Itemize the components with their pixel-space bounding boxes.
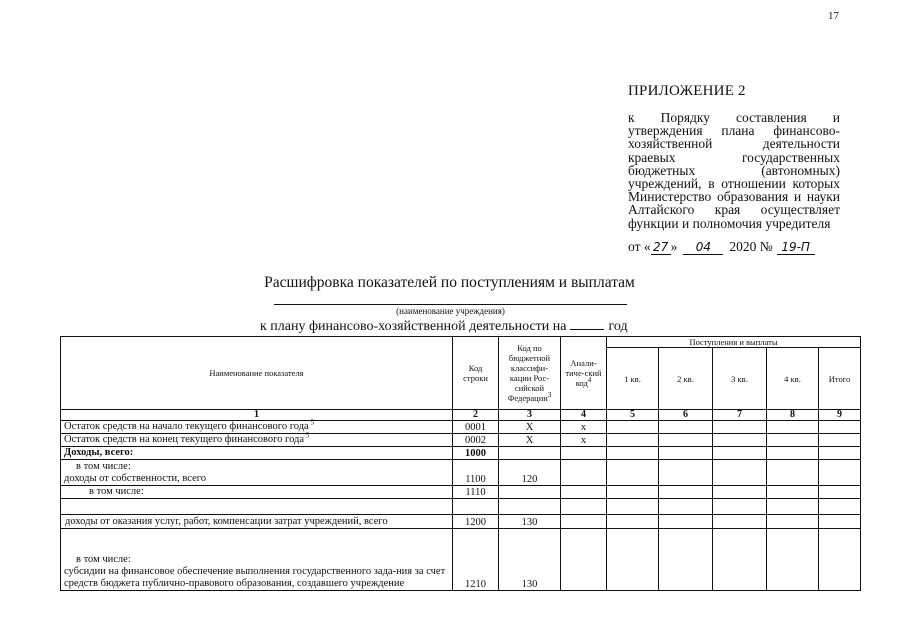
year-blank (570, 329, 604, 330)
amount-cell (659, 460, 713, 486)
amount-cell (819, 499, 861, 515)
amount-cell (713, 529, 767, 591)
amount-cell (659, 529, 713, 591)
row-budget-code (499, 447, 561, 460)
indicators-table (60, 336, 861, 591)
column-numbers-row (61, 410, 861, 421)
row-budget-code: 130 (499, 529, 561, 591)
row-name: в том числе: (61, 486, 453, 499)
header-total: Итого (819, 348, 861, 410)
row-code: 1210 (453, 529, 499, 591)
row-analytic-code (561, 499, 607, 515)
amount-cell (607, 447, 659, 460)
row-code: 0001 (453, 421, 499, 434)
row-budget-code (499, 486, 561, 499)
row-analytic-code (561, 529, 607, 591)
institution-caption: (наименование учреждения) (396, 306, 505, 316)
amount-cell (607, 421, 659, 434)
table-row (61, 486, 861, 499)
date-day: 27 (651, 240, 671, 255)
row-name: в том числе: субсидии на финансовое обеспечение выполнения государственного зада-ния за счет средств бюджета публично-правового образования, создавшего учреждение (61, 529, 453, 591)
header-name: Наименование показателя (61, 337, 453, 410)
date-mid: » (670, 239, 678, 254)
row-budget-code: Х (499, 434, 561, 447)
amount-cell (607, 499, 659, 515)
institution-name-line (274, 304, 627, 305)
amount-cell (713, 434, 767, 447)
appendix-text: к Порядку составления и утверждения плана финансово-хозяйственной деятельности краевых государственных бюджетных (автономных) учреждений, в отношении которых Министерство образования и науки Алтайского края осуществляет функции и полномочия учредителя (628, 110, 840, 231)
header-budget-code: Код по бюджетной классифи-кации Рос-сийской Федерации$^3$ (499, 337, 561, 410)
amount-cell (713, 486, 767, 499)
amount-cell (659, 499, 713, 515)
table-row (61, 434, 861, 447)
amount-cell (767, 447, 819, 460)
table-row (61, 421, 861, 434)
row-name: Доходы, всего: (61, 447, 453, 460)
row-code: 0002 (453, 434, 499, 447)
appendix-date (628, 239, 815, 255)
row-analytic-code (561, 460, 607, 486)
document-title: Расшифровка показателей по поступлениям и выплатам (264, 274, 635, 291)
row-code: 1100 (453, 460, 499, 486)
table-row (61, 460, 861, 486)
date-prefix: от « (628, 239, 651, 254)
amount-cell (713, 421, 767, 434)
amount-cell (659, 515, 713, 529)
amount-cell (713, 515, 767, 529)
row-code: 1000 (453, 447, 499, 460)
row-analytic-code: х (561, 421, 607, 434)
amount-cell (819, 529, 861, 591)
column-number: 9 (819, 410, 861, 421)
amount-cell (607, 515, 659, 529)
column-number: 8 (767, 410, 819, 421)
row-code (453, 499, 499, 515)
amount-cell (819, 421, 861, 434)
row-name: Остаток средств на начало текущего финансового года $^5$ (61, 421, 453, 434)
amount-cell (659, 486, 713, 499)
page-number: 17 (828, 10, 839, 22)
header-code: Код строки (453, 337, 499, 410)
amount-cell (767, 499, 819, 515)
amount-cell (713, 460, 767, 486)
header-receipts-payments: Поступления и выплаты (607, 337, 861, 348)
row-code: 1110 (453, 486, 499, 499)
row-budget-code: 130 (499, 515, 561, 529)
amount-cell (607, 434, 659, 447)
row-budget-code (499, 499, 561, 515)
header-q1: 1 кв. (607, 348, 659, 410)
amount-cell (767, 529, 819, 591)
row-name: в том числе: доходы от собственности, всего (61, 460, 453, 486)
amount-cell (713, 447, 767, 460)
amount-cell (659, 447, 713, 460)
row-analytic-code: х (561, 434, 607, 447)
row-name (61, 499, 453, 515)
header-q4: 4 кв. (767, 348, 819, 410)
appendix-title: ПРИЛОЖЕНИЕ 2 (628, 83, 746, 99)
amount-cell (659, 434, 713, 447)
amount-cell (659, 421, 713, 434)
amount-cell (819, 434, 861, 447)
column-number: 5 (607, 410, 659, 421)
row-name: доходы от оказания услуг, работ, компенсации затрат учреждений, всего (61, 515, 453, 529)
header-q3: 3 кв. (713, 348, 767, 410)
row-code: 1200 (453, 515, 499, 529)
table-row (61, 515, 861, 529)
amount-cell (767, 421, 819, 434)
row-analytic-code (561, 486, 607, 499)
amount-cell (767, 515, 819, 529)
amount-cell (819, 447, 861, 460)
amount-cell (607, 486, 659, 499)
amount-cell (767, 460, 819, 486)
row-budget-code: 120 (499, 460, 561, 486)
amount-cell (607, 529, 659, 591)
amount-cell (819, 486, 861, 499)
plan-line (260, 319, 628, 335)
header-analytic-code: Анали-тиче-ский код$^4$ (561, 337, 607, 410)
plan-line-prefix: к плану финансово-хозяйственной деятельности на (260, 319, 567, 334)
date-number: 19-П (777, 240, 815, 255)
row-analytic-code (561, 515, 607, 529)
header-q2: 2 кв. (659, 348, 713, 410)
column-number: 2 (453, 410, 499, 421)
column-number: 1 (61, 410, 453, 421)
table-row (61, 447, 861, 460)
date-year: 2020 № (729, 239, 773, 254)
row-budget-code: Х (499, 421, 561, 434)
amount-cell (767, 486, 819, 499)
row-name: Остаток средств на конец текущего финансового года $^5$ (61, 434, 453, 447)
amount-cell (819, 460, 861, 486)
plan-line-suffix: год (608, 319, 628, 334)
amount-cell (713, 499, 767, 515)
amount-cell (819, 515, 861, 529)
date-month: 04 (683, 240, 723, 255)
row-analytic-code (561, 447, 607, 460)
column-number: 6 (659, 410, 713, 421)
amount-cell (767, 434, 819, 447)
table-row (61, 529, 861, 591)
column-number: 3 (499, 410, 561, 421)
table-row (61, 499, 861, 515)
column-number: 4 (561, 410, 607, 421)
amount-cell (607, 460, 659, 486)
column-number: 7 (713, 410, 767, 421)
